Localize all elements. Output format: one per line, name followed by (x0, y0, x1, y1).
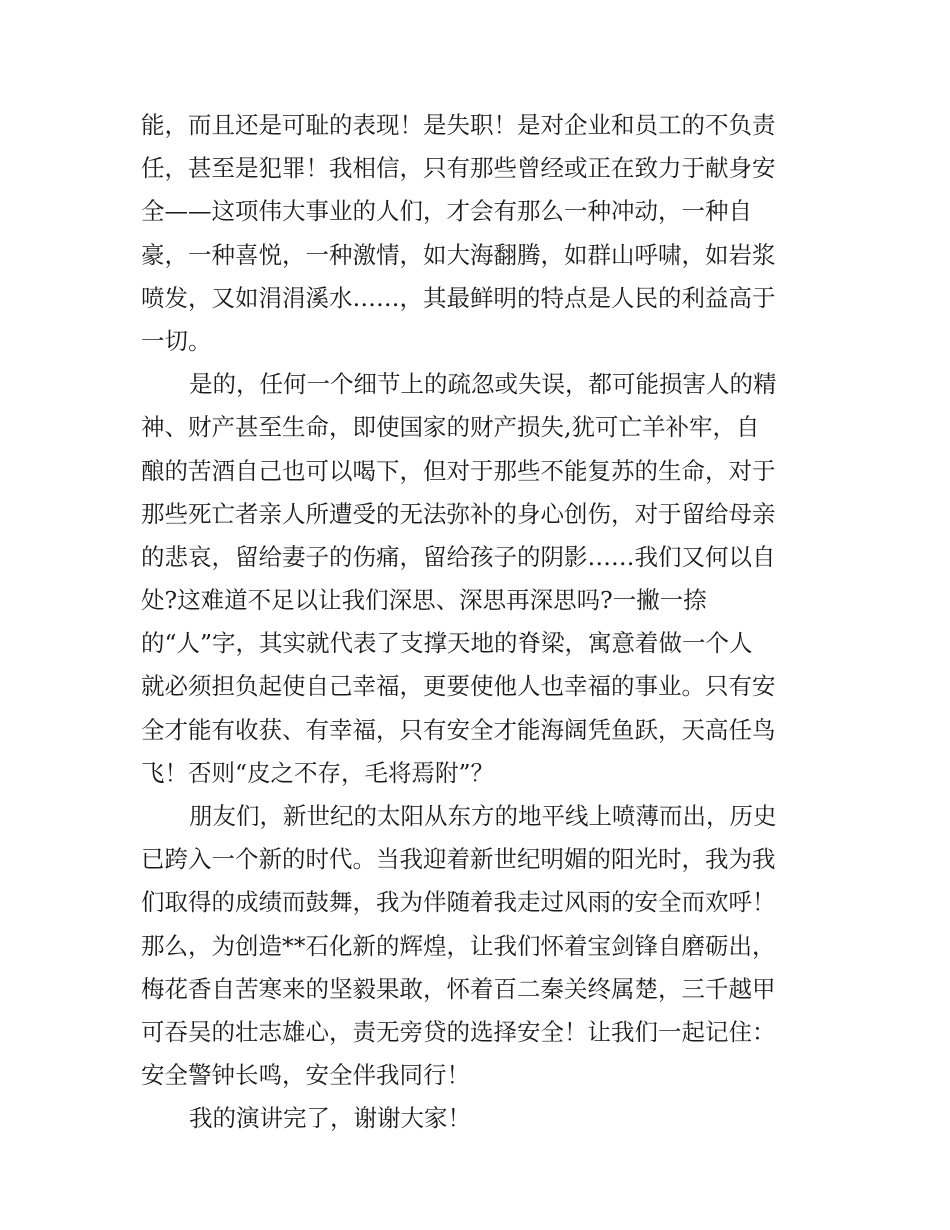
text-line-13: 的“人”字，其实就代表了支撑天地的脊梁，寓意着做一个人 (141, 629, 753, 658)
text-line-19: 们取得的成绩而鼓舞，我为伴随着我走过风雨的安全而欢呼！ (141, 888, 776, 917)
text-line-1: 能，而且还是可耻的表现！是失职！是对企业和员工的不负责 (141, 111, 776, 139)
text-line-9: 酿的苦酒自己也可以喝下，但对于那些不能复苏的生命，对于 (141, 456, 776, 485)
text-line-16: 飞！否则“皮之不存，毛将焉附”？ (141, 758, 495, 787)
paragraph-start-line-7: 是的，任何一个细节上的疏忽或失误，都可能损害人的精 (189, 370, 777, 399)
text-line-23: 安全警钟长鸣，安全伴我同行！ (141, 1061, 470, 1090)
text-line-2: 任，甚至是犯罪！我相信，只有那些曾经或正在致力于献身安 (141, 154, 776, 183)
text-line-4: 豪，一种喜悦，一种激情，如大海翻腾，如群山呼啸，如岩浆 (141, 240, 776, 269)
text-line-14: 就必须担负起使自己幸福，更要使他人也幸福的事业。只有安 (141, 672, 776, 701)
text-line-12: 处?这难道不足以让我们深思、深思再深思吗?一撇一捺 (141, 586, 707, 615)
speech-body-text (141, 104, 813, 1141)
text-line-18: 已跨入一个新的时代。当我迎着新世纪明媚的阳光时，我为我 (141, 845, 776, 874)
closing-line: 我的演讲完了，谢谢大家！ (189, 1104, 471, 1133)
text-line-5: 喷发，又如涓涓溪水……，其最鲜明的特点是人民的利益高于 (141, 283, 776, 312)
text-line-22: 可吞吴的壮志雄心，责无旁贷的选择安全！让我们一起记住： (141, 1017, 776, 1046)
paragraph-start-line-17: 朋友们，新世纪的太阳从东方的地平线上喷薄而出，历史 (189, 802, 777, 830)
text-line-3: 全——这项伟大事业的人们，才会有那么一种冲动，一种自 (141, 197, 752, 226)
text-line-21: 梅花香自苦寒来的坚毅果敢，怀着百二秦关终属楚，三千越甲 (141, 974, 776, 1003)
text-line-20: 那么，为创造**石化新的辉煌，让我们怀着宝剑锋自磨砺出， (141, 931, 776, 960)
text-line-8: 神、财产甚至生命，即使国家的财产损失,犹可亡羊补牢，自 (141, 413, 760, 442)
text-line-11: 的悲哀，留给妻子的伤痛，留给孩子的阴影……我们又何以自 (141, 542, 776, 571)
text-line-6: 一切。 (141, 326, 212, 355)
text-line-10: 那些死亡者亲人所遭受的无法弥补的身心创伤，对于留给母亲 (141, 499, 776, 528)
text-line-15: 全才能有收获、有幸福，只有安全才能海阔凭鱼跃，天高任鸟 (141, 715, 776, 744)
